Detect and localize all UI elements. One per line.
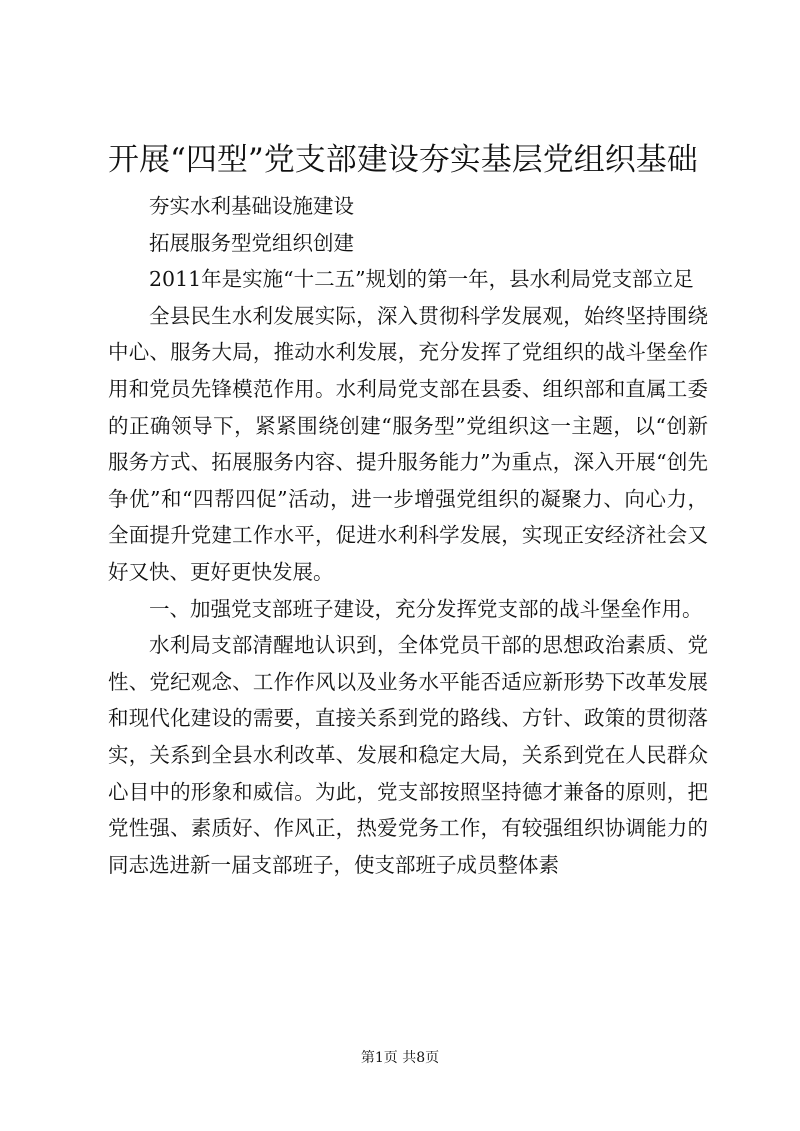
paragraph-section-body: 水利局支部清醒地认识到，全体党员干部的思想政治素质、党性、党纪观念、工作作风以及业务水平能否适应新形势下改革发展和现代化建设的需要，直接关系到党的路线、方针、政策的贯彻落实，关系到全县水利改革、发展和稳定大局，关系到党在人民群众心目中的形象和威信。为此，党支部按照坚持德才兼备的原则，把党性强、素质好、作风正，热爱党务工作，有较强组织协调能力的同志选进新一届支部班子，使支部班子成员整体素: [108, 633, 708, 877]
paragraph-subtitle-2: 拓展服务型党组织创建: [149, 230, 354, 255]
paragraph-intro: 2011年是实施“十二五”规划的第一年，县水利局党支部立足: [149, 267, 694, 292]
paragraph-subtitle-1: 夯实水利基础设施建设: [149, 194, 354, 218]
document-body: [108, 188, 708, 883]
document-title: 开展“四型”党支部建设夯实基层党组织基础: [108, 142, 698, 178]
paragraph-main: 全县民生水利发展实际，深入贯彻科学发展观，始终坚持围绕中心、服务大局，推动水利发展，充分发挥了党组织的战斗堡垒作用和党员先锋模范作用。水利局党支部在县委、组织部和直属工委的正确领导下，紧紧围绕创建“服务型”党组织这一主题，以“创新服务方式、拓展服务内容、提升服务能力”为重点，深入开展“创先争优”和“四帮四促”活动，进一步增强党组织的凝聚力、向心力，全面提升党建工作水平，促进水利科学发展，实现正安经济社会又好又快、更好更快发展。: [108, 303, 708, 584]
section-heading: 一、加强党支部班子建设，充分发挥党支部的战斗堡垒作用。: [149, 596, 703, 621]
page-footer: 第1页 共8页: [360, 1050, 440, 1066]
